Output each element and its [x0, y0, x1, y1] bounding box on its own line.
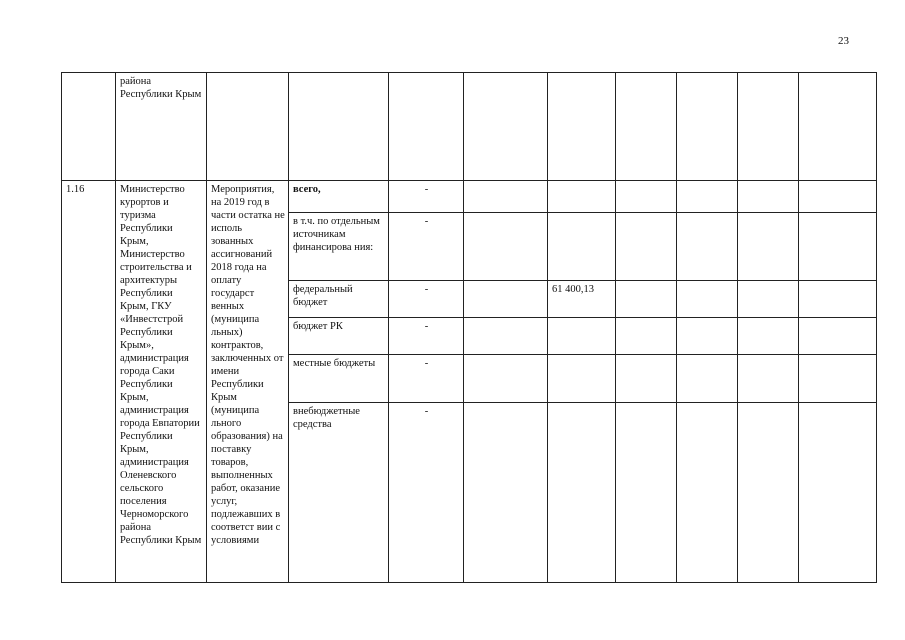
- cell: [464, 403, 548, 583]
- executor-cell: Министерство курортов и туризма Республики Крым, Министерство строительства и архитектуры Республики Крым, ГКУ «Инвестстрой Республики Крым», администрация города Саки Республики Крым, администрация города Евпатории Республики Крым, администрация Оленевского сельского поселения Черноморского района Республики Крым: [116, 181, 207, 583]
- cell: [677, 355, 738, 403]
- cell: [464, 318, 548, 355]
- federal-amount: 61 400,13: [548, 281, 616, 318]
- cell: [548, 213, 616, 281]
- cell: [738, 213, 799, 281]
- cell-number: [62, 73, 116, 181]
- cell: [799, 355, 877, 403]
- funding-source: федеральный бюджет: [289, 281, 389, 318]
- cell: [677, 318, 738, 355]
- cell: [738, 181, 799, 213]
- funding-source: бюджет РК: [289, 318, 389, 355]
- cell: [738, 281, 799, 318]
- cell: [738, 403, 799, 583]
- cell: [464, 73, 548, 181]
- cell: [464, 355, 548, 403]
- cell: [799, 73, 877, 181]
- cell: [799, 281, 877, 318]
- table-row: [62, 73, 877, 181]
- cell: [548, 181, 616, 213]
- cell: [548, 73, 616, 181]
- table-row: [62, 181, 877, 213]
- funding-value: -: [389, 213, 464, 281]
- cell: [677, 73, 738, 181]
- funding-source: местные бюджеты: [289, 355, 389, 403]
- funding-value: -: [389, 281, 464, 318]
- cell: [616, 281, 677, 318]
- cell: [677, 281, 738, 318]
- cell: [464, 181, 548, 213]
- measure-cell: Мероприятия, на 2019 год в части остатка не исполь зованных ассигнований 2018 года на оплату государст венных (муниципа льных) контрактов, заключенных от имени Республики Крым (муниципа льного образования) на поставку товаров, выполненных работ, оказание услуг, подлежавших в соответст вии с условиями: [207, 181, 289, 583]
- cell: [548, 318, 616, 355]
- funding-source: в т.ч. по отдельным источникам финансирова ния:: [289, 213, 389, 281]
- cell: [389, 73, 464, 181]
- cell: [548, 355, 616, 403]
- cell: [548, 403, 616, 583]
- funding-value: -: [389, 355, 464, 403]
- cell: [738, 73, 799, 181]
- cell: [616, 73, 677, 181]
- cell: [799, 181, 877, 213]
- cell: [464, 281, 548, 318]
- cell: [738, 355, 799, 403]
- funding-source: внебюджетные средства: [289, 403, 389, 583]
- cell-executor: района Республики Крым: [116, 73, 207, 181]
- cell-source: [289, 73, 389, 181]
- page-number: 23: [838, 35, 849, 47]
- cell: [738, 318, 799, 355]
- funding-value: -: [389, 318, 464, 355]
- cell-measure: [207, 73, 289, 181]
- funding-value: -: [389, 181, 464, 213]
- cell: [799, 213, 877, 281]
- cell: [799, 403, 877, 583]
- cell: [677, 213, 738, 281]
- row-number: 1.16: [62, 181, 116, 583]
- cell: [616, 355, 677, 403]
- program-table: [61, 72, 877, 583]
- cell: [464, 213, 548, 281]
- cell: [677, 403, 738, 583]
- cell: [677, 181, 738, 213]
- cell: [799, 318, 877, 355]
- cell: [616, 318, 677, 355]
- cell: [616, 213, 677, 281]
- funding-value: -: [389, 403, 464, 583]
- cell: [616, 181, 677, 213]
- funding-source: всего,: [289, 181, 389, 213]
- cell: [616, 403, 677, 583]
